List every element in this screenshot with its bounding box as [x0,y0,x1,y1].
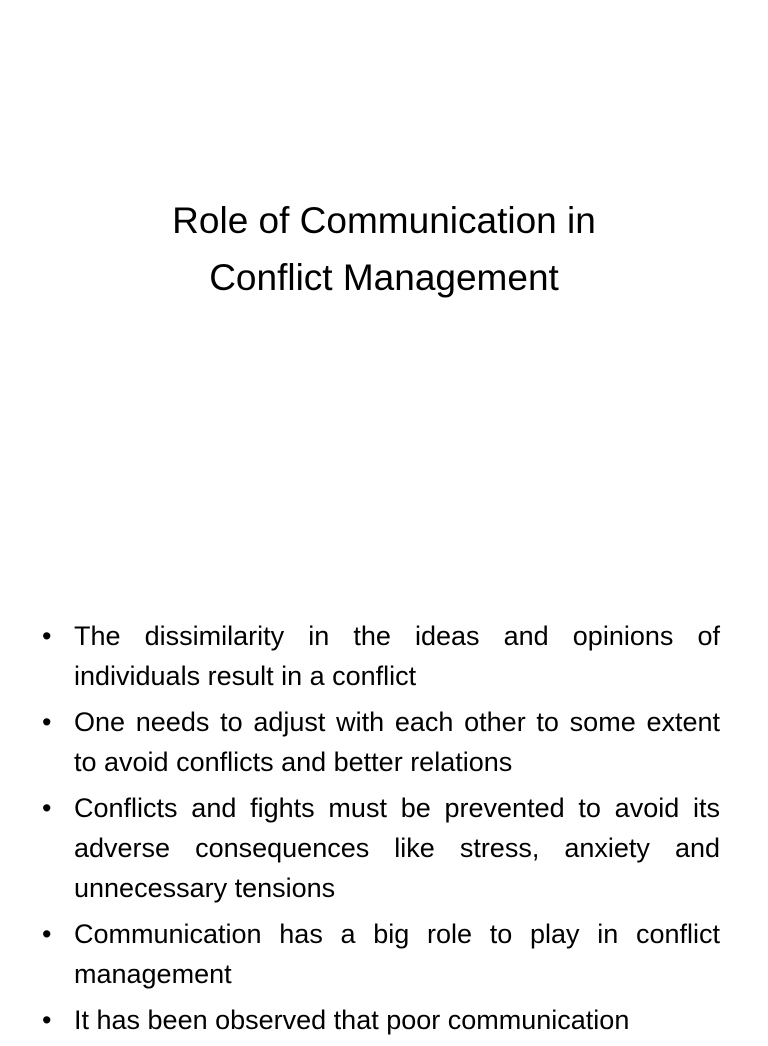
bullet-text: Communication has a big role to play in conflict management [74,919,720,989]
bullet-text: The dissimilarity in the ideas and opinions of individuals result in a conflict [74,621,720,691]
bullet-list [42,616,720,1046]
bullet-dot-icon: • [42,1005,52,1035]
bullet-item [42,616,720,696]
slide-title [0,192,768,306]
bullet-item [42,1000,720,1040]
slide-title-line-1: Role of Communication in [172,200,596,241]
bullet-item [42,788,720,908]
bullet-text: It has been observed that poor communication [74,1005,630,1035]
slide-title-line-2: Conflict Management [209,257,559,298]
bullet-dot-icon: • [42,793,52,823]
bullet-dot-icon: • [42,621,52,651]
bullet-item [42,914,720,994]
bullet-text: Conflicts and fights must be prevented to avoid its adverse consequences like stress, anxiety and unnecessary tensions [74,793,720,903]
bullet-text: One needs to adjust with each other to some extent to avoid conflicts and better relations [74,707,720,777]
bullet-item [42,702,720,782]
bullet-dot-icon: • [42,919,52,949]
bullet-dot-icon: • [42,707,52,737]
